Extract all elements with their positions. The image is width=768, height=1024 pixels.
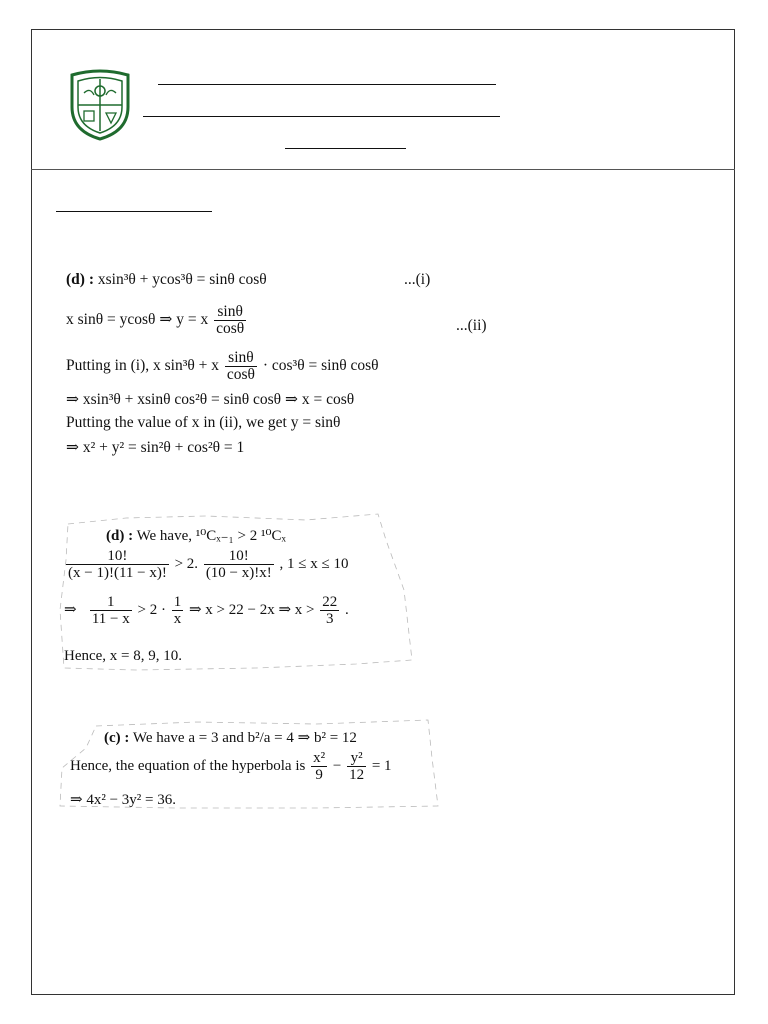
text: = 1 bbox=[371, 757, 392, 774]
numerator: sinθ bbox=[214, 304, 246, 321]
fraction bbox=[225, 350, 257, 383]
denominator: 3 bbox=[325, 611, 334, 627]
solution-2-line-4: Hence, x = 8, 9, 10. bbox=[64, 648, 183, 664]
solution-1-line-5: Putting the value of x in (ii), we get y = sinθ bbox=[66, 414, 341, 431]
text: ⇒ bbox=[64, 601, 77, 618]
text: Putting in (i), x sin³θ + x bbox=[66, 357, 220, 375]
text: . bbox=[344, 601, 349, 618]
school-crest-icon bbox=[68, 69, 132, 141]
solution-2-line-1 bbox=[106, 526, 286, 546]
fraction bbox=[66, 548, 169, 581]
equation: xsin³θ + ycos³θ = sinθ cosθ bbox=[97, 271, 267, 288]
fraction bbox=[347, 750, 366, 783]
solution-3-line-1 bbox=[104, 728, 357, 748]
equation-tag-i: ...(i) bbox=[404, 271, 431, 288]
solution-1-line-1 bbox=[66, 270, 267, 290]
header-divider bbox=[31, 169, 735, 170]
text: We have, ¹⁰Cₓ₋₁ > 2 ¹⁰Cₓ bbox=[136, 528, 286, 544]
solution-1-line-6: ⇒ x² + y² = sin²θ + cos²θ = 1 bbox=[66, 439, 245, 456]
numerator: 10! bbox=[204, 548, 274, 565]
solution-2-line-3 bbox=[64, 594, 349, 627]
solution-2-line-2 bbox=[64, 548, 348, 581]
denominator: (x − 1)!(11 − x)! bbox=[68, 565, 167, 581]
solution-1-line-3 bbox=[66, 350, 379, 383]
title-rule-3 bbox=[285, 148, 406, 149]
solution-3-line-3: ⇒ 4x² − 3y² = 36. bbox=[70, 792, 176, 808]
numerator: 1 bbox=[90, 594, 132, 611]
answer-label: (d) : bbox=[106, 528, 134, 544]
solution-1-line-4: ⇒ xsin³θ + xsinθ cos²θ = sinθ cosθ ⇒ x = cosθ bbox=[66, 391, 355, 408]
title-rule-2 bbox=[143, 116, 500, 117]
denominator: 11 − x bbox=[91, 611, 130, 627]
text: > 2. bbox=[174, 555, 199, 572]
denominator: 9 bbox=[315, 767, 323, 783]
fraction bbox=[320, 594, 339, 627]
answer-label: (c) : bbox=[104, 730, 130, 746]
text: − bbox=[332, 757, 342, 774]
text: > 2 · bbox=[137, 601, 166, 618]
text: , 1 ≤ x ≤ 10 bbox=[279, 555, 349, 572]
numerator: 10! bbox=[66, 548, 169, 565]
title-rule-1 bbox=[158, 84, 496, 85]
text: We have a = 3 and b²/a = 4 ⇒ b² = 12 bbox=[132, 730, 357, 746]
fraction bbox=[214, 304, 246, 337]
fraction bbox=[172, 594, 184, 627]
fraction bbox=[90, 594, 132, 627]
denominator: (10 − x)!x! bbox=[205, 565, 272, 581]
fraction bbox=[204, 548, 274, 581]
numerator: sinθ bbox=[225, 350, 257, 367]
denominator: x bbox=[173, 611, 182, 627]
solution-2-clipping bbox=[56, 510, 416, 675]
solution-1-line-2 bbox=[66, 304, 248, 337]
denominator: cosθ bbox=[216, 320, 245, 337]
equation-tag-ii: ...(ii) bbox=[456, 317, 487, 334]
solution-3-clipping bbox=[56, 718, 440, 810]
numerator: 22 bbox=[322, 594, 338, 610]
numerator: 1 bbox=[173, 594, 182, 610]
section-heading-rule bbox=[56, 211, 212, 212]
answer-label: (d) : bbox=[66, 271, 94, 288]
text: · cos³θ = sinθ cosθ bbox=[262, 357, 379, 375]
denominator: cosθ bbox=[226, 366, 255, 383]
text: Hence, the equation of the hyperbola is bbox=[70, 757, 306, 774]
denominator: 12 bbox=[349, 767, 365, 783]
fraction bbox=[311, 750, 327, 783]
equation: x sinθ = ycosθ ⇒ y = x bbox=[66, 311, 209, 329]
numerator: y² bbox=[347, 750, 366, 767]
solution-3-line-2 bbox=[70, 750, 392, 783]
numerator: x² bbox=[313, 750, 326, 766]
text: ⇒ x > 22 − 2x ⇒ x > bbox=[188, 601, 315, 618]
